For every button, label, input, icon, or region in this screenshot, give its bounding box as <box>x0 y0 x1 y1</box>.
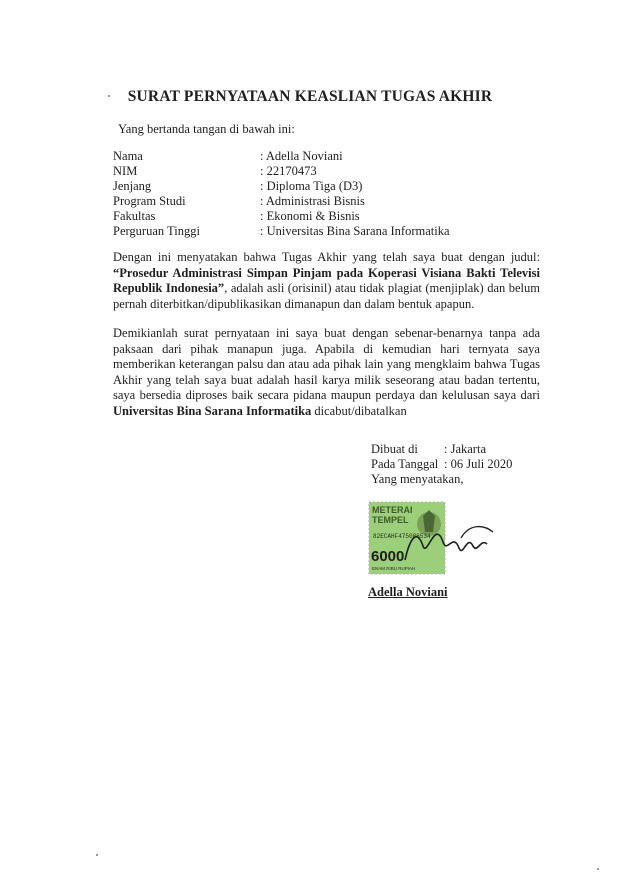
identity-table <box>113 149 450 239</box>
identity-label: Nama <box>113 149 143 163</box>
statement-lead: Dengan ini menyatakan bahwa Tugas Akhir yang telah saya buat dengan judul: <box>113 250 540 264</box>
stamp-line2: TEMPEL <box>372 515 409 525</box>
identity-value: : Ekonomi & Bisnis <box>260 209 360 223</box>
date-row <box>371 457 512 472</box>
scan-speck <box>96 854 98 856</box>
identity-label: Program Studi <box>113 194 186 208</box>
scan-speck <box>108 95 110 97</box>
identity-label: NIM <box>113 164 138 178</box>
stamp-caption: ENAM RIBU RUPIAH <box>372 566 416 571</box>
identity-row-level <box>113 179 450 194</box>
intro-text: Yang bertanda tangan di bawah ini: <box>118 122 295 136</box>
stamp-serial: 82ECAHF475086534 <box>373 533 431 540</box>
identity-label: Perguruan Tinggi <box>113 224 200 238</box>
scan-speck <box>597 868 599 870</box>
identity-row-faculty <box>113 209 450 224</box>
page-title: SURAT PERNYATAAN KEASLIAN TUGAS AKHIR <box>127 88 493 105</box>
identity-label: Fakultas <box>113 209 156 223</box>
place-label: Dibuat di <box>371 442 418 456</box>
closing-text: Yang menyatakan, <box>371 472 464 486</box>
identity-row-nim <box>113 164 450 179</box>
place-row <box>371 442 512 457</box>
identity-value: : Diploma Tiga (D3) <box>260 179 363 193</box>
revenue-stamp-with-signature <box>365 498 505 578</box>
declaration-lead: Demikianlah surat pernyataan ini saya buat dengan sebenar-benarnya tanpa ada paksaan dari pihak manapun juga. Apabila di kemudian hari ternyata saya memberikan keterangan palsu dan atau ada pihak lain yang mengklaim bahwa Tugas Akhir yang telah saya buat adalah hasil karya milik seseorang atau badan tertentu, saya bersedia diproses baik secara pidana maupun perdaya dan kelulusan saya dari <box>113 326 540 402</box>
declaration-rest: dicabut/dibatalkan <box>311 403 407 418</box>
stamp-line1: METERAI <box>372 505 413 515</box>
date-label: Pada Tanggal <box>371 457 439 471</box>
identity-value: : Administrasi Bisnis <box>260 194 365 208</box>
statement-rest: , adalah asli (orisinil) atau tidak plagiat (menjiplak) dan belum pernah diterbitkan/dipublikasikan dimanapun dan dalam bentuk apapun. <box>113 281 540 311</box>
identity-value: : Adella Noviani <box>260 149 343 163</box>
date-value: : 06 Juli 2020 <box>444 457 513 471</box>
signature-flourish <box>461 527 493 538</box>
signature-text: Nopt <box>469 556 472 557</box>
identity-row-university <box>113 224 450 239</box>
identity-value: : 22170473 <box>260 164 317 178</box>
identity-label: Jenjang <box>113 179 152 193</box>
university-name: Universitas Bina Sarana Informatika <box>113 403 312 418</box>
signature-block <box>371 442 512 487</box>
thesis-title: “Prosedur Administrasi Simpan Pinjam pada Koperasi Visiana Bakti Televisi Republik Indonesia” <box>113 265 540 295</box>
identity-value: : Universitas Bina Sarana Informatika <box>260 224 450 238</box>
identity-row-name <box>113 149 450 164</box>
place-value: : Jakarta <box>444 442 486 456</box>
signer-name: Adella Noviani <box>368 585 448 599</box>
identity-row-program <box>113 194 450 209</box>
stamp-value: 6000 <box>371 548 405 565</box>
declaration-paragraph <box>113 326 540 419</box>
statement-paragraph <box>113 250 540 312</box>
